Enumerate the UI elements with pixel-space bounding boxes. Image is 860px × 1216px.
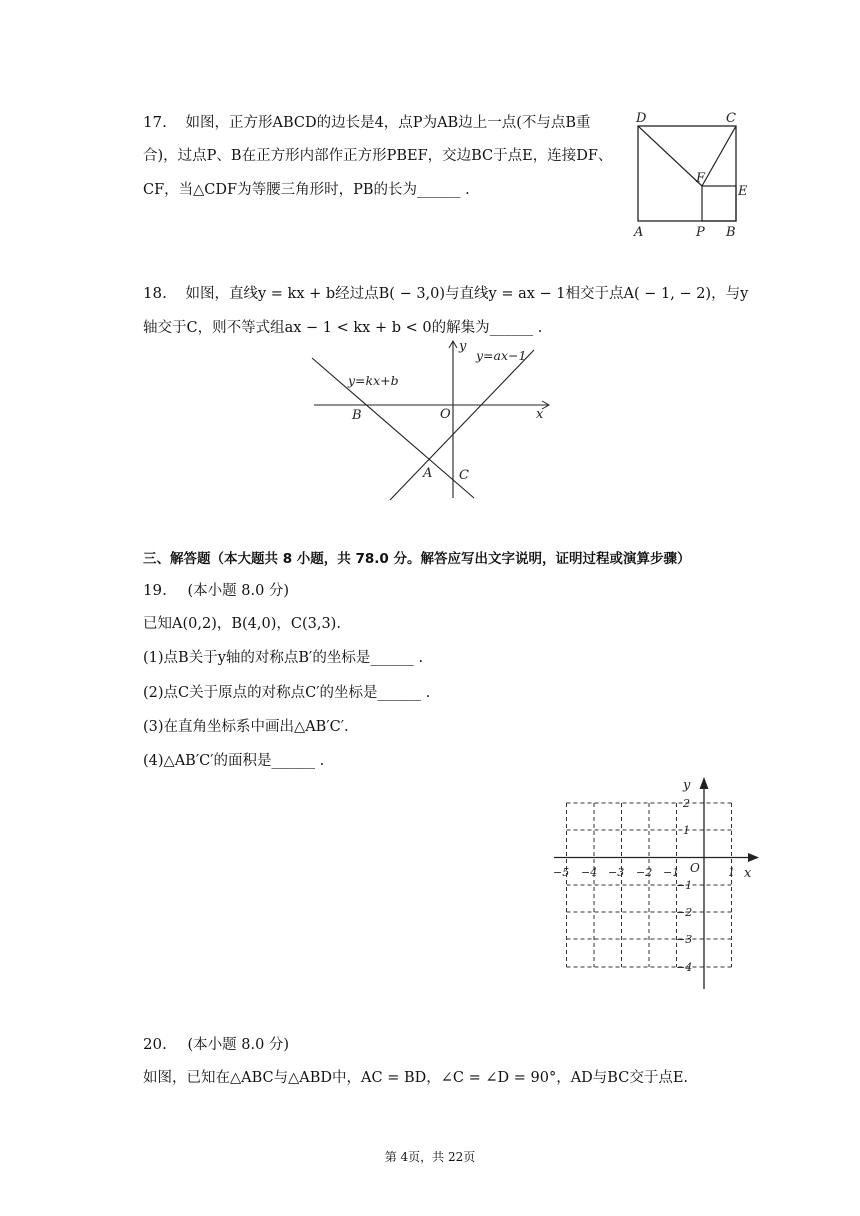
- q19-header: [143, 580, 289, 601]
- y-tick-1: 1: [683, 824, 690, 837]
- point-C-label: C: [459, 468, 469, 483]
- y-tick-neg4: −4: [676, 961, 693, 974]
- q19-part2: (2)点C关于原点的对称点C′的坐标是______ .: [143, 685, 431, 701]
- q18-line-figure: [306, 338, 556, 503]
- grid-x-label: x: [744, 866, 752, 881]
- label-C: C: [726, 111, 736, 126]
- grid-y-label: y: [683, 778, 691, 793]
- q17-line1: [143, 112, 591, 133]
- q19-score: (本小题 8.0 分): [187, 583, 290, 599]
- q19-given: 已知A(0,2)，B(4,0)，C(3,3).: [143, 616, 341, 632]
- label-D: D: [636, 111, 647, 126]
- y-tick-neg1: −1: [676, 879, 693, 892]
- q17-line3: CF，当△CDF为等腰三角形时，PB的长为______ .: [143, 182, 470, 198]
- axis-y-label: y: [459, 339, 467, 354]
- q20-header: [143, 1034, 289, 1055]
- point-A-label: A: [423, 466, 433, 481]
- x-tick-5: −1: [663, 866, 680, 879]
- y-tick-neg3: −3: [676, 933, 693, 946]
- y-tick-neg2: −2: [676, 906, 693, 919]
- point-B-label: B: [352, 408, 362, 423]
- x-tick-3: −3: [608, 866, 625, 879]
- q19-number: 19.: [143, 581, 167, 599]
- label-F: F: [696, 171, 706, 186]
- q17-square-figure: [628, 106, 758, 241]
- label-B: B: [726, 225, 736, 240]
- label-A: A: [634, 225, 644, 240]
- q18-line1: [143, 283, 748, 304]
- x-tick-6: 1: [728, 866, 735, 879]
- q20-text: 如图，已知在△ABC与△ABD中，AC = BD，∠C = ∠D = 90°，AD与BC交于点E.: [143, 1070, 689, 1086]
- q17-number: 17.: [143, 113, 167, 131]
- page-footer: 第 4页，共 22页: [384, 1150, 476, 1164]
- y-tick-2: 2: [683, 797, 690, 810]
- section-title: 三、解答题（本大题共 8 小题，共 78.0 分。解答应写出文字说明，证明过程或演算步骤）: [143, 551, 691, 567]
- q20-number: 20.: [143, 1035, 167, 1053]
- axis-x-label: x: [536, 407, 544, 422]
- q18-number: 18.: [143, 284, 167, 302]
- q17-line2: 合)，过点P、B在正方形内部作正方形PBEF，交边BC于点E，连接DF、: [143, 148, 613, 164]
- q19-coordinate-grid: [552, 775, 767, 993]
- q19-part4: (4)△AB′C′的面积是______ .: [143, 753, 325, 769]
- q17-text1: 如图，正方形ABCD的边长是4，点P为AB边上一点(不与点B重: [185, 115, 591, 131]
- label-E: E: [738, 184, 748, 199]
- q19-part1: (1)点B关于y轴的对称点B′的坐标是______ .: [143, 650, 424, 666]
- x-tick-2: −4: [581, 866, 598, 879]
- origin-label: O: [440, 407, 451, 422]
- x-tick-4: −2: [636, 866, 653, 879]
- line-ax-label: y=ax−1: [476, 348, 527, 363]
- q19-part3: (3)在直角坐标系中画出△AB′C′.: [143, 719, 349, 735]
- x-tick-1: −5: [553, 866, 570, 879]
- label-P: P: [696, 225, 705, 240]
- q20-score: (本小题 8.0 分): [187, 1037, 290, 1053]
- q18-line2: 轴交于C，则不等式组ax − 1 < kx + b < 0的解集为______ .: [143, 320, 543, 336]
- grid-origin: O: [690, 861, 700, 875]
- q18-text1: 如图，直线y = kx + b经过点B( − 3,0)与直线y = ax − 1相交于点A( − 1, − 2)，与y: [185, 286, 749, 302]
- line-kx-label: y=kx+b: [348, 373, 399, 388]
